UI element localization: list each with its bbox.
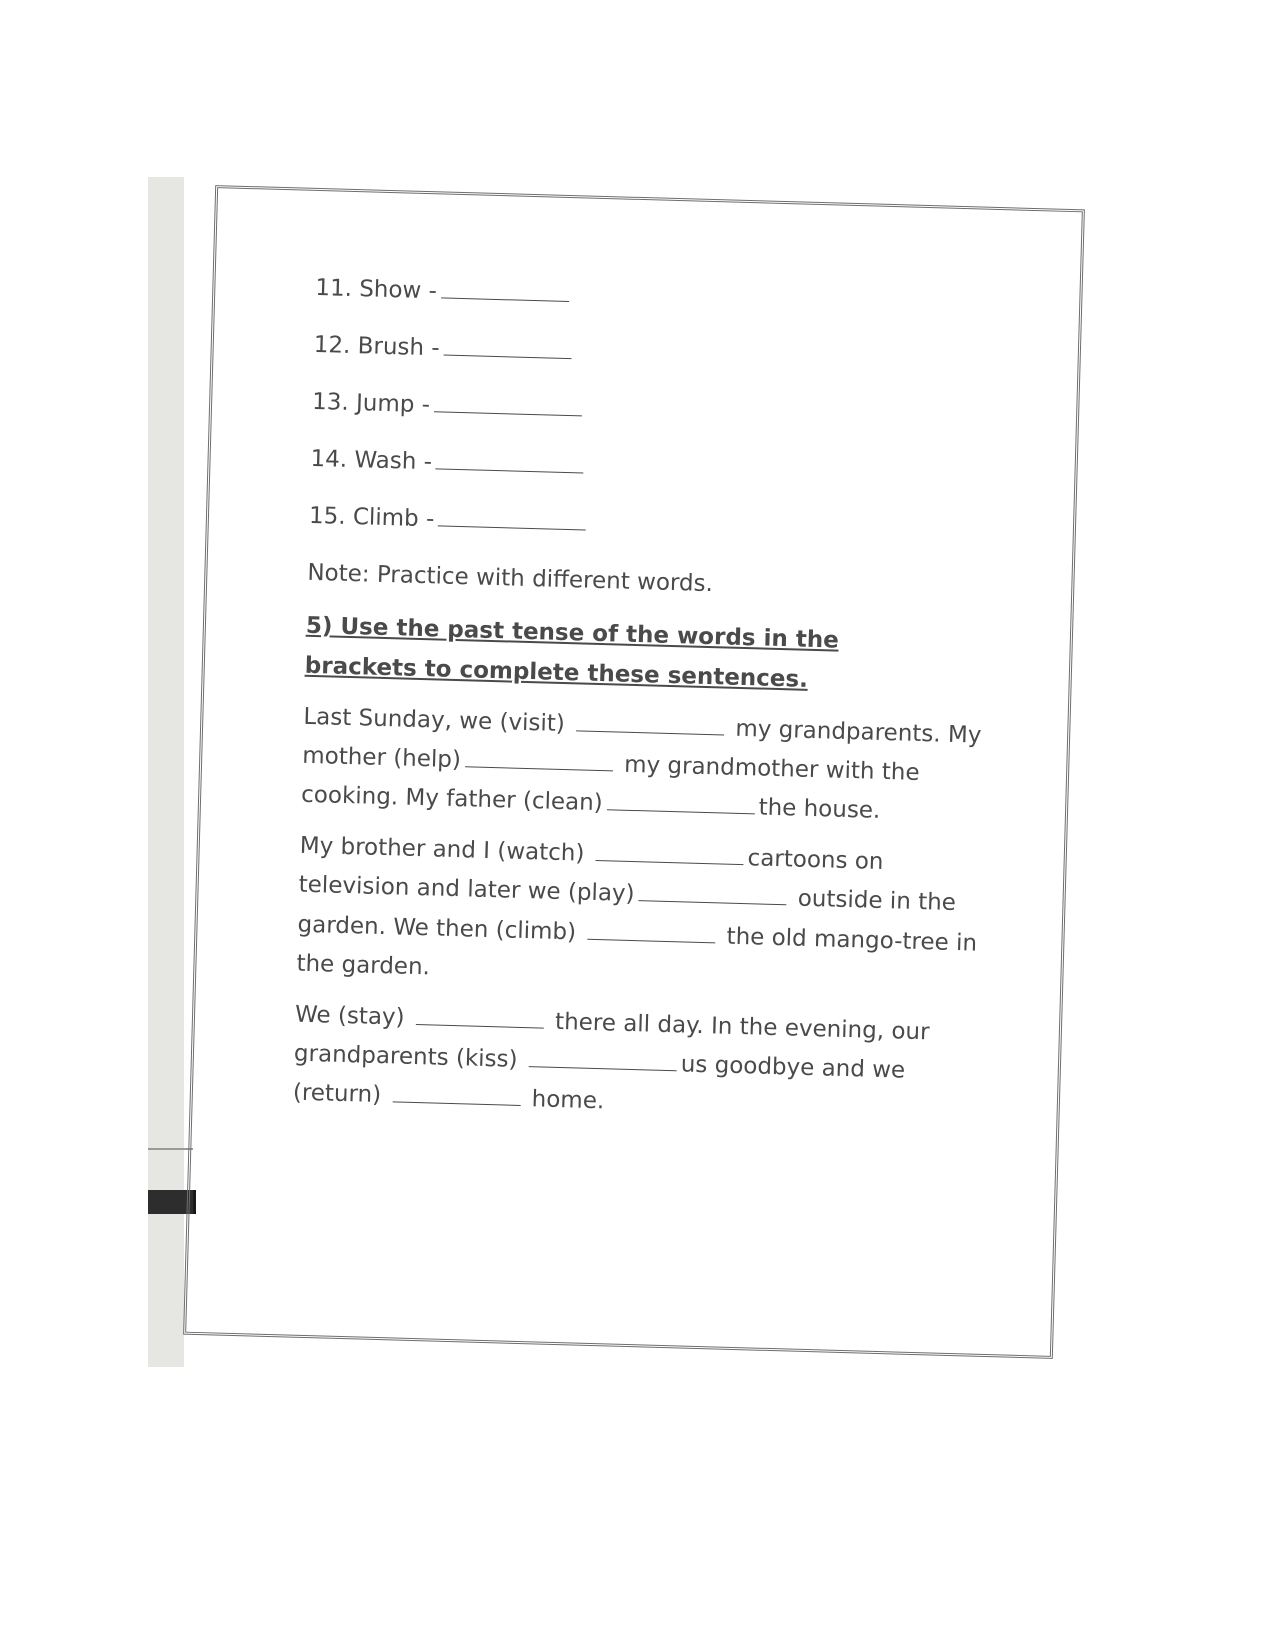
paragraph-text: the house. [758,794,881,825]
paragraph-text: My brother and I (watch) [299,833,585,867]
word-item-14 [310,440,1011,499]
answer-blank[interactable] [443,330,572,359]
word-item-label: 13. Jump - [311,389,431,419]
paragraph-2 [296,827,980,1002]
paragraph-text: cartoons on television and later we (play) [298,845,884,908]
worksheet-content [292,269,1016,1144]
word-item-15 [308,497,1009,556]
exercise-heading: 5) Use the past tense of the words in the brackets to complete these sentences. [304,612,840,693]
paragraph-1 [301,698,984,834]
paragraph-text: there all day. In the evening, our grandparents (kiss) [293,1008,930,1073]
answer-blank[interactable] [529,1042,678,1071]
paragraph-text: We (stay) [294,1001,405,1031]
word-item-label: 11. Show - [315,274,438,305]
answer-blank[interactable] [392,1077,521,1106]
scan-edge-line [148,1148,193,1150]
answer-blank[interactable] [576,706,725,735]
word-item-label: 14. Wash - [310,446,433,476]
paragraph-text: home. [531,1086,605,1115]
paragraph-text: outside in the garden. We then (climb) [297,886,957,945]
paragraph-text: the old mango-tree in the garden. [296,923,978,980]
answer-blank[interactable] [606,785,755,814]
answer-blank[interactable] [441,273,570,302]
answer-blank[interactable] [595,836,744,865]
answer-blank[interactable] [436,444,585,473]
practice-note: Note: Practice with different words. [307,560,714,598]
word-item-12 [313,326,1014,385]
paragraph-text: my grandparents. My mother (help) [301,715,982,774]
worksheet-frame [183,185,1085,1359]
word-item-13 [312,383,1013,442]
scan-edge-strip [148,177,184,1367]
paragraph-text: Last Sunday, we (visit) [303,703,566,738]
answer-blank[interactable] [416,1000,545,1029]
answer-blank[interactable] [434,387,583,416]
word-item-label: 12. Brush - [313,331,440,362]
answer-blank[interactable] [438,502,587,531]
paragraph-text: my grandmother with the cooking. My father (clean) [300,751,920,817]
answer-blank[interactable] [465,742,614,771]
paragraph-3 [292,995,975,1131]
answer-blank[interactable] [638,876,787,905]
word-item-11 [315,269,1016,328]
answer-blank[interactable] [587,914,716,943]
word-item-label: 15. Climb - [308,503,435,533]
paragraph-text: us goodbye and we (return) [292,1051,906,1108]
